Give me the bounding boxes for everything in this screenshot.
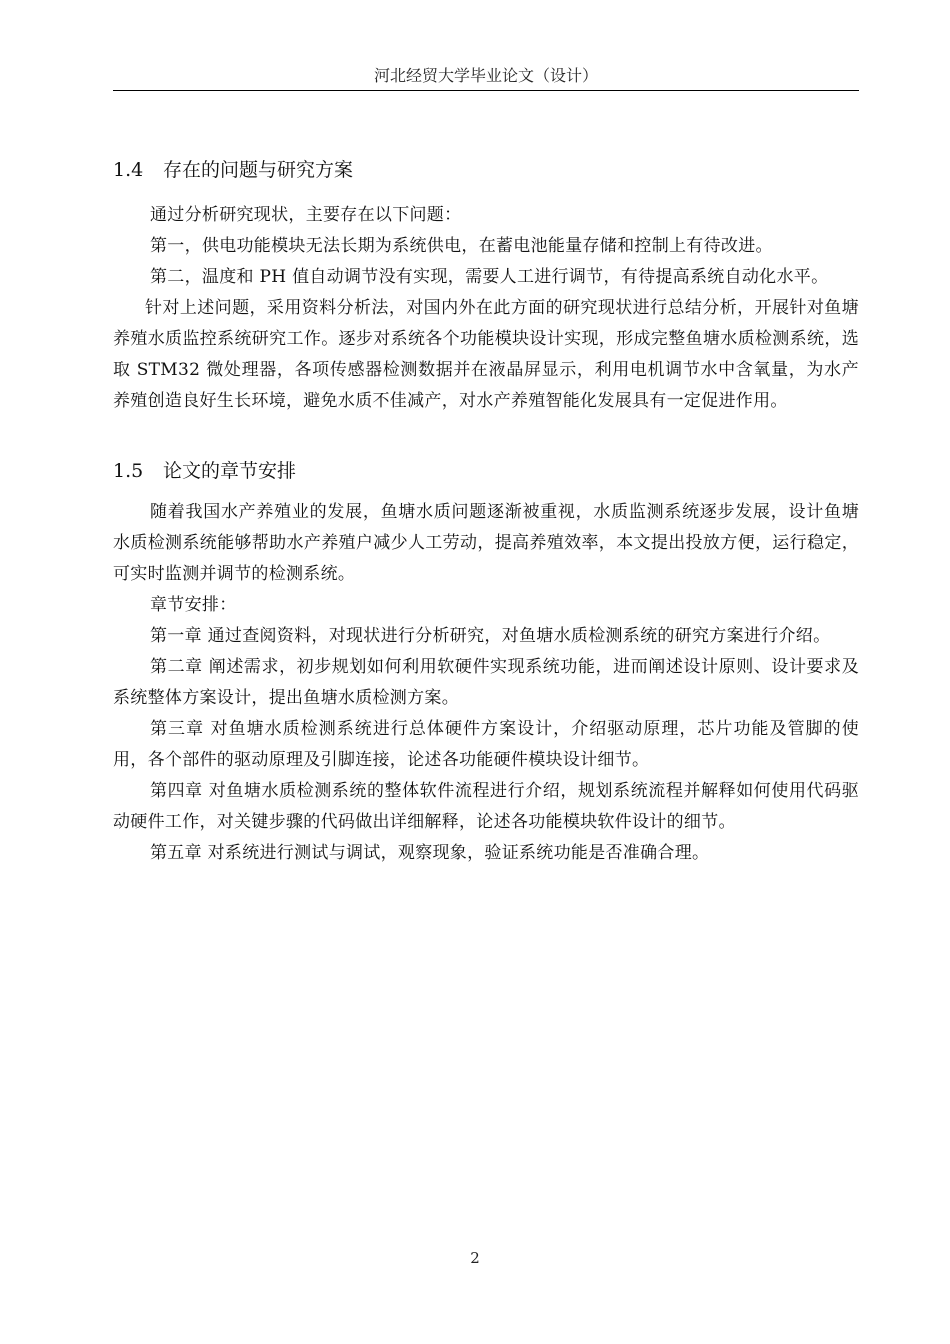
paragraph: 针对上述问题，采用资料分析法，对国内外在此方面的研究现状进行总结分析，开展针对鱼塘养殖水质监控系统研究工作。逐步对系统各个功能模块设计实现，形成完整鱼塘水质检测系统，选取 STM32 微处理器，各项传感器检测数据并在液晶屏显示，利用电机调节水中含氧量，为水产养殖创造良好生长环境，避免水质不佳减产，对水产养殖智能化发展具有一定促进作用。 bbox=[113, 298, 859, 411]
page-body bbox=[113, 150, 859, 869]
page-header bbox=[113, 64, 859, 88]
chapter-item: 第三章 对鱼塘水质检测系统进行总体硬件方案设计，介绍驱动原理，芯片功能及管脚的使用，各个部件的驱动原理及引脚连接，论述各功能硬件模块设计细节。 bbox=[113, 719, 859, 770]
paragraph: 第二，温度和 PH 值自动调节没有实现，需要人工进行调节，有待提高系统自动化水平。 bbox=[150, 267, 829, 287]
paragraph: 第一，供电功能模块无法长期为系统供电，在蓄电池能量存储和控制上有待改进。 bbox=[150, 236, 773, 256]
chapter-item: 第五章 对系统进行测试与调试，观察现象，验证系统功能是否准确合理。 bbox=[150, 843, 710, 863]
section-title: 存在的问题与研究方案 bbox=[163, 159, 354, 181]
paragraph: 随着我国水产养殖业的发展，鱼塘水质问题逐渐被重视，水质监测系统逐步发展，设计鱼塘水质检测系统能够帮助水产养殖户减少人工劳动，提高养殖效率，本文提出投放方便，运行稳定，可实时监测并调节的检测系统。 bbox=[113, 502, 859, 584]
paragraph: 通过分析研究现状，主要存在以下问题： bbox=[150, 205, 462, 225]
section-heading-1-5 bbox=[113, 451, 859, 491]
running-header-title: 河北经贸大学毕业论文（设计） bbox=[373, 66, 598, 85]
header-divider bbox=[113, 90, 859, 91]
section-number: 1.5 bbox=[113, 460, 144, 482]
section-title: 论文的章节安排 bbox=[163, 460, 297, 482]
chapter-item: 第四章 对鱼塘水质检测系统的整体软件流程进行介绍，规划系统流程并解释如何使用代码驱动硬件工作，对关键步骤的代码做出详细解释，论述各功能模块软件设计的细节。 bbox=[113, 781, 859, 832]
page-number-text: 2 bbox=[470, 1249, 480, 1267]
page-number bbox=[0, 1248, 950, 1268]
chapter-item: 第一章 通过查阅资料，对现状进行分析研究，对鱼塘水质检测系统的研究方案进行介绍。 bbox=[150, 626, 831, 646]
paragraph: 章节安排： bbox=[150, 595, 237, 615]
section-heading-1-4 bbox=[113, 150, 859, 190]
section-number: 1.4 bbox=[113, 159, 144, 181]
chapter-item: 第二章 阐述需求，初步规划如何利用软硬件实现系统功能，进而阐述设计原则、设计要求及系统整体方案设计，提出鱼塘水质检测方案。 bbox=[113, 657, 859, 708]
